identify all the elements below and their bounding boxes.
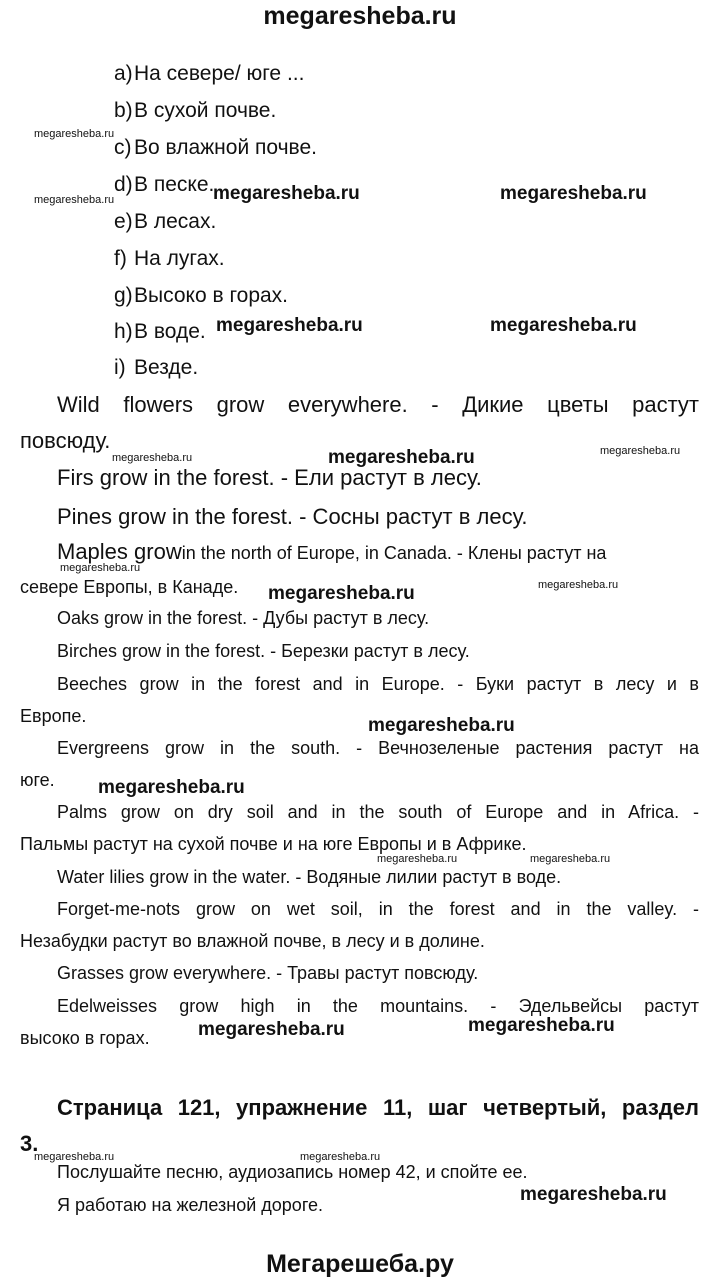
text-line-edel-2: высоко в горах.	[20, 1028, 150, 1048]
text-line-oaks: Oaks grow in the forest. - Дубы растут в лесу.	[57, 608, 430, 628]
option-g	[114, 284, 288, 308]
watermark: megaresheba.ru	[213, 183, 360, 204]
text-line-firs: Firs grow in the forest. - Ели растут в лесу.	[57, 465, 482, 490]
option-text: В песке.	[134, 173, 215, 196]
watermark: megaresheba.ru	[520, 1184, 667, 1205]
option-letter: a)	[114, 62, 133, 85]
watermark: megaresheba.ru	[368, 715, 515, 736]
watermark-small: megaresheba.ru	[538, 579, 619, 591]
option-text: В сухой почве.	[134, 99, 277, 122]
maples-lead: Maples grow	[57, 539, 182, 564]
section-heading-cont: 3.	[20, 1131, 39, 1156]
option-text: Высоко в горах.	[134, 284, 289, 307]
option-d	[114, 173, 214, 197]
option-letter: f)	[114, 247, 127, 270]
instruction-text: Послушайте песню, аудиозапись номер 42, и спойте ее.	[57, 1162, 528, 1182]
text-line-beeches-2: Европе.	[20, 706, 87, 726]
text-line-birches: Birches grow in the forest. - Березки растут в лесу.	[57, 641, 470, 661]
option-letter: g)	[114, 284, 133, 307]
option-text: На севере/ юге ...	[134, 62, 305, 85]
text-line-forget-1: Forget-me-nots grow on wet soil, in the forest and in the valley. -	[57, 899, 699, 919]
watermark: megaresheba.ru	[328, 447, 475, 468]
option-letter: h)	[114, 320, 133, 343]
option-f	[114, 247, 225, 271]
text-line-forget-2: Незабудки растут во влажной почве, в лесу и в долине.	[20, 931, 485, 951]
watermark: megaresheba.ru	[98, 777, 245, 798]
option-e	[114, 210, 216, 234]
text-line-wild-2: повсюду.	[20, 428, 111, 453]
option-letter: e)	[114, 210, 133, 233]
watermark-small: megaresheba.ru	[377, 853, 458, 865]
section-heading: Страница 121, упражнение 11, шаг четвертый, раздел	[57, 1095, 699, 1120]
text-line-pines: Pines grow in the forest. - Сосны растут в лесу.	[57, 504, 528, 529]
text-line-evergreens-1: Evergreens grow in the south. - Вечнозеленые растения растут на	[57, 738, 699, 758]
option-text: Во влажной почве.	[134, 136, 317, 159]
text-line-maples-2: севере Европы, в Канаде.	[20, 577, 239, 597]
option-h	[114, 320, 206, 344]
option-i	[114, 356, 198, 380]
option-b	[114, 99, 276, 123]
watermark-small: megaresheba.ru	[600, 445, 681, 457]
option-letter: b)	[114, 99, 133, 122]
watermark-small: megaresheba.ru	[34, 194, 115, 206]
watermark-small: megaresheba.ru	[530, 853, 611, 865]
watermark: megaresheba.ru	[468, 1015, 615, 1036]
text-line-beeches-1: Beeches grow in the forest and in Europe. - Буки растут в лесу и в	[57, 674, 699, 694]
option-c	[114, 136, 317, 160]
text-line-evergreens-2: юге.	[20, 770, 55, 790]
watermark-small: megaresheba.ru	[34, 128, 115, 140]
watermark: megaresheba.ru	[216, 315, 363, 336]
watermark-small: megaresheba.ru	[112, 452, 193, 464]
option-text: Везде.	[134, 356, 199, 379]
watermark: megaresheba.ru	[268, 583, 415, 604]
option-text: На лугах.	[134, 247, 225, 270]
watermark: megaresheba.ru	[490, 315, 637, 336]
option-text: В воде.	[134, 320, 206, 343]
maples-rest: in the north of Europe, in Canada. - Клены растут на	[181, 543, 607, 563]
watermark-small: megaresheba.ru	[300, 1151, 381, 1163]
text-line-grasses: Grasses grow everywhere. - Травы растут повсюду.	[57, 963, 479, 983]
site-footer: Мегарешеба.ру	[266, 1250, 454, 1278]
text-line-palms-1: Palms grow on dry soil and in the south of Europe and in Africa. -	[57, 802, 699, 822]
text-line-wild-1: Wild flowers grow everywhere. - Дикие цветы растут	[57, 392, 699, 417]
option-letter: c)	[114, 136, 132, 159]
text-line-lilies: Water lilies grow in the water. - Водяные лилии растут в воде.	[57, 867, 562, 887]
option-letter: i)	[114, 356, 126, 379]
option-letter: d)	[114, 173, 133, 196]
text-line-palms-2: Пальмы растут на сухой почве и на юге Европы и в Африке.	[20, 834, 527, 854]
watermark: megaresheba.ru	[500, 183, 647, 204]
song-title: Я работаю на железной дороге.	[57, 1195, 324, 1215]
text-line-edel-1: Edelweisses grow high in the mountains. - Эдельвейсы растут	[57, 996, 699, 1016]
watermark: megaresheba.ru	[198, 1019, 345, 1040]
site-header: megaresheba.ru	[263, 2, 457, 30]
watermark-small: megaresheba.ru	[34, 1151, 115, 1163]
watermark-small: megaresheba.ru	[60, 562, 141, 574]
option-a	[114, 62, 304, 86]
option-text: В лесах.	[134, 210, 217, 233]
